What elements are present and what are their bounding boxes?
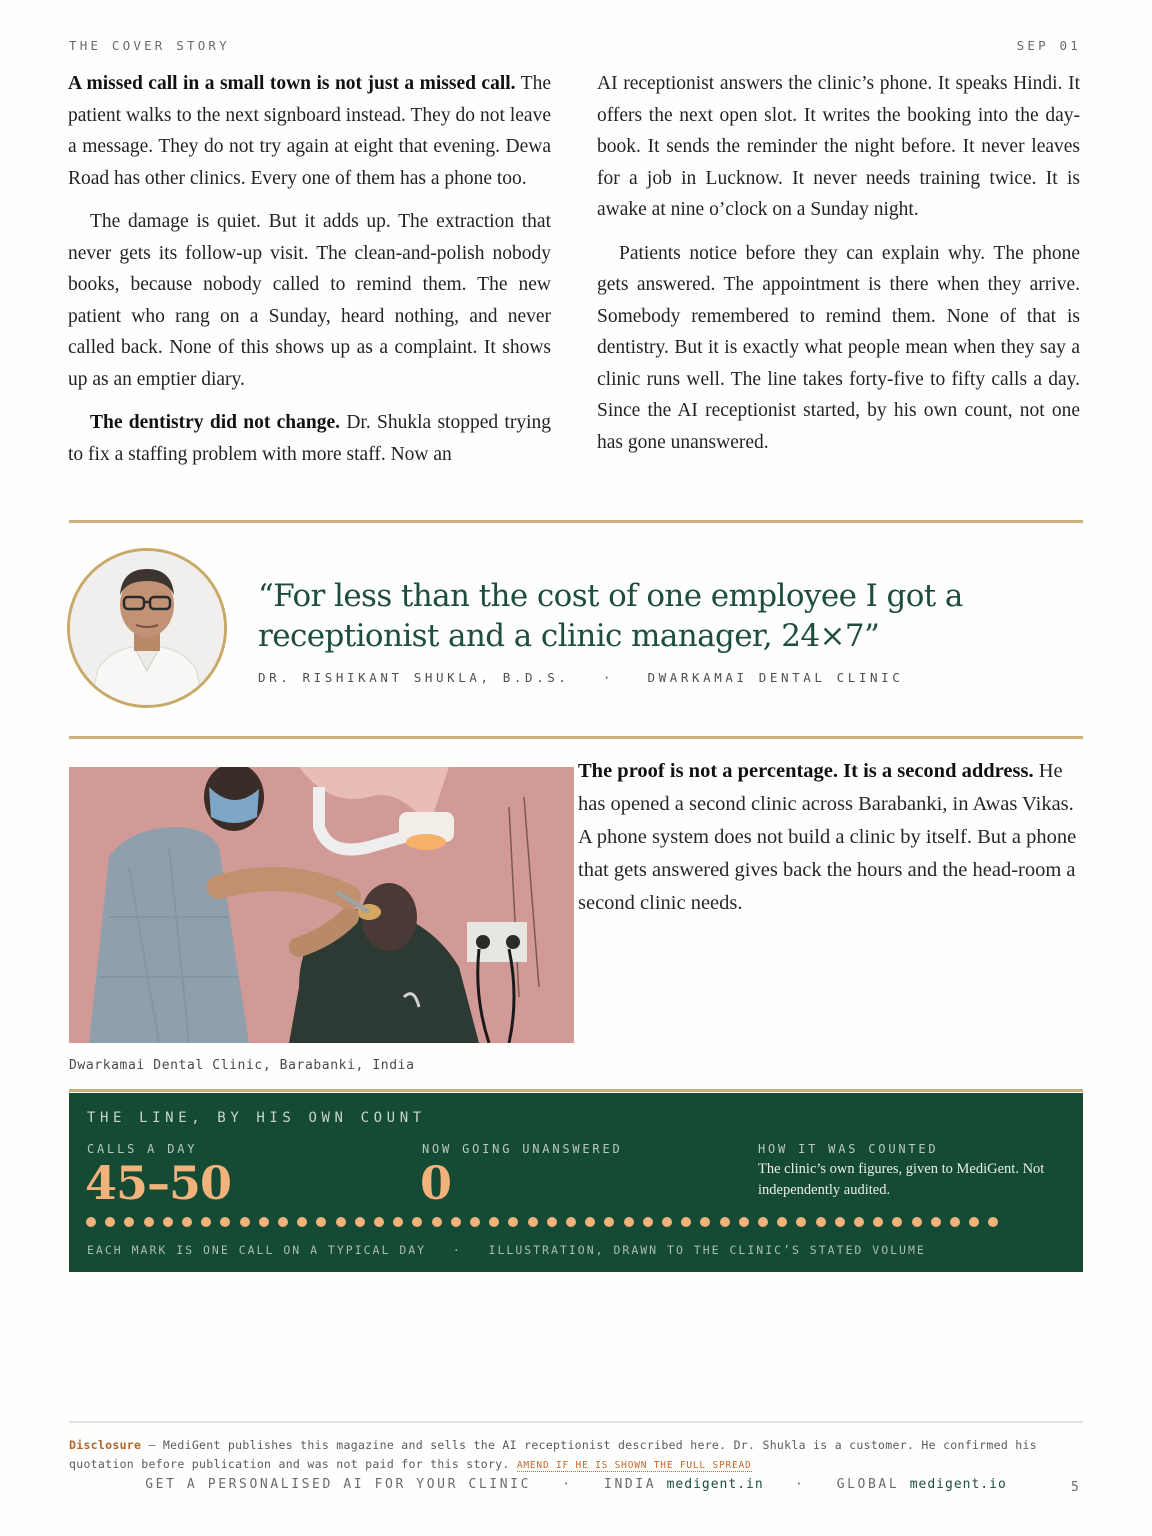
cta-text: GET A PERSONALISED AI FOR YOUR CLINIC: [145, 1477, 532, 1492]
call-dot: [624, 1217, 634, 1227]
call-dot: [470, 1217, 480, 1227]
call-dot: [278, 1217, 288, 1227]
stats-panel: [69, 1093, 1083, 1272]
call-dot: [988, 1217, 998, 1227]
call-dot: [297, 1217, 307, 1227]
disclosure-text: — MediGent publishes this magazine and sells the AI receptionist described here. Dr. Shukla is a customer. He confirmed his quotation before publication and was not paid for this story.: [69, 1438, 1037, 1471]
disclosure: [69, 1436, 1069, 1475]
divider: [69, 736, 1083, 739]
call-dot: [240, 1217, 250, 1227]
pull-quote: “For less than the cost of one employee I got a receptionist and a clinic manager, 24×7”: [258, 578, 963, 654]
call-dot: [566, 1217, 576, 1227]
call-dot: [393, 1217, 403, 1227]
call-dot: [873, 1217, 883, 1227]
footer-divider: [69, 1421, 1083, 1423]
call-dot: [912, 1217, 922, 1227]
call-dot: [720, 1217, 730, 1227]
paragraph: AI receptionist answers the clinic’s phone. It speaks Hindi. It offers the next open slot. It writes the booking into the day-book. It sends the reminder the night before. It never leaves for a job in Lucknow. It never needs training twice. It is awake at nine o’clock on a Sunday night.: [597, 73, 1080, 220]
call-dot: [585, 1217, 595, 1227]
call-dot: [432, 1217, 442, 1227]
divider: [69, 520, 1083, 523]
call-dot-row: [86, 1217, 1076, 1229]
call-dot: [662, 1217, 672, 1227]
call-dot: [163, 1217, 173, 1227]
call-dot: [451, 1217, 461, 1227]
amend-note[interactable]: AMEND IF HE IS SHOWN THE FULL SPREAD: [516, 1460, 752, 1471]
footer-cta: [0, 1477, 1152, 1492]
call-dot: [681, 1217, 691, 1227]
call-dot: [892, 1217, 902, 1227]
call-dot: [201, 1217, 211, 1227]
call-dot: [489, 1217, 499, 1227]
paragraph-lead: The dentistry did not change.: [90, 412, 341, 433]
paragraph: [68, 68, 551, 194]
side-body: He has opened a second clinic across Barabanki, in Awas Vikas. A phone system does not build a clinic by itself. But a phone that gets answered gives back the hours and the head-room a second clinic needs.: [578, 760, 1077, 914]
unanswered-label: NOW GOING UNANSWERED: [422, 1142, 623, 1156]
call-dot: [739, 1217, 749, 1227]
side-lead: The proof is not a percentage. It is a second address.: [578, 760, 1034, 782]
india-label: INDIA: [604, 1477, 657, 1492]
stats-panel-title: THE LINE, BY HIS OWN COUNT: [87, 1110, 426, 1126]
call-dot: [854, 1217, 864, 1227]
call-dot: [643, 1217, 653, 1227]
call-dot: [528, 1217, 538, 1227]
call-dot: [796, 1217, 806, 1227]
attribution-name: DR. RISHIKANT SHUKLA, B.D.S.: [258, 670, 570, 685]
side-paragraph: [578, 755, 1078, 920]
photo-caption: Dwarkamai Dental Clinic, Barabanki, India: [69, 1058, 415, 1073]
call-dot: [835, 1217, 845, 1227]
call-dot: [777, 1217, 787, 1227]
call-dot: [86, 1217, 96, 1227]
paragraph: [68, 407, 551, 470]
paragraph: The damage is quiet. But it adds up. The extraction that never gets its follow-up visit. The clean-and-polish nobody books, because nobody called to remind them. The new patient who rang on a Sunday, heard nothing, and never called back. None of this shows up as a complaint. It shows up as an emptier diary.: [68, 211, 551, 390]
call-dot: [182, 1217, 192, 1227]
call-dot: [950, 1217, 960, 1227]
global-domain-link[interactable]: medigent.io: [909, 1477, 1007, 1492]
cta-separator: ·: [794, 1477, 806, 1492]
call-dot: [316, 1217, 326, 1227]
call-dot: [969, 1217, 979, 1227]
article-column-right: [597, 68, 1080, 470]
stats-footnote: EACH MARK IS ONE CALL ON A TYPICAL DAY · ILLUSTRATION, DRAWN TO THE CLINIC’S STATED VOLUME: [87, 1243, 926, 1257]
call-dot: [604, 1217, 614, 1227]
page-number: 5: [1071, 1480, 1079, 1495]
calls-label: CALLS A DAY: [87, 1142, 198, 1156]
call-dot: [144, 1217, 154, 1227]
article-column-left: [68, 68, 551, 482]
paragraph-body: The patient walks to the next signboard instead. They do not leave a message. They do not try again at eight that evening. Dewa Road has other clinics. Every one of them has a phone too.: [68, 73, 551, 189]
call-dot: [124, 1217, 134, 1227]
call-dot: [931, 1217, 941, 1227]
call-dot: [220, 1217, 230, 1227]
disclosure-label: Disclosure: [69, 1438, 142, 1452]
running-head-section: THE COVER STORY: [69, 38, 230, 53]
call-dot: [547, 1217, 557, 1227]
divider: [69, 1089, 1083, 1092]
global-label: GLOBAL: [836, 1477, 900, 1492]
cta-separator: ·: [562, 1477, 573, 1492]
method-text: The clinic’s own figures, given to MediGent. Not independently audited.: [758, 1161, 1045, 1198]
quote-attribution: [258, 670, 903, 685]
call-dot: [105, 1217, 115, 1227]
attribution-separator: ·: [602, 670, 615, 685]
doctor-portrait: [67, 548, 227, 708]
attribution-clinic: DWARKAMAI DENTAL CLINIC: [647, 670, 904, 685]
method-label: HOW IT WAS COUNTED: [758, 1142, 939, 1156]
paragraph-lead: A missed call in a small town is not just a missed call.: [68, 73, 516, 94]
paragraph: Patients notice before they can explain why. The phone gets answered. The appointment is there when they arrive. Somebody remembered to remind them. None of that is dentistry. But it is exactly what people mean when they say a clinic runs well. The line takes forty-five to fifty calls a day. Since the AI receptionist started, by his own count, not one has gone unanswered.: [597, 242, 1080, 453]
call-dot: [816, 1217, 826, 1227]
calls-value: 45–50: [85, 1156, 232, 1210]
call-dot: [758, 1217, 768, 1227]
paragraph-body: Dr. Shukla stopped trying to fix a staffing problem with more staff. Now an: [68, 412, 551, 465]
call-dot: [259, 1217, 269, 1227]
clinic-photo: [69, 767, 574, 1043]
call-dot: [336, 1217, 346, 1227]
unanswered-value: 0: [420, 1156, 452, 1210]
call-dot: [355, 1217, 365, 1227]
call-dot: [412, 1217, 422, 1227]
running-head-date: SEP 01: [1016, 38, 1081, 53]
india-domain-link[interactable]: medigent.in: [666, 1477, 764, 1492]
call-dot: [374, 1217, 384, 1227]
call-dot: [508, 1217, 518, 1227]
call-dot: [700, 1217, 710, 1227]
